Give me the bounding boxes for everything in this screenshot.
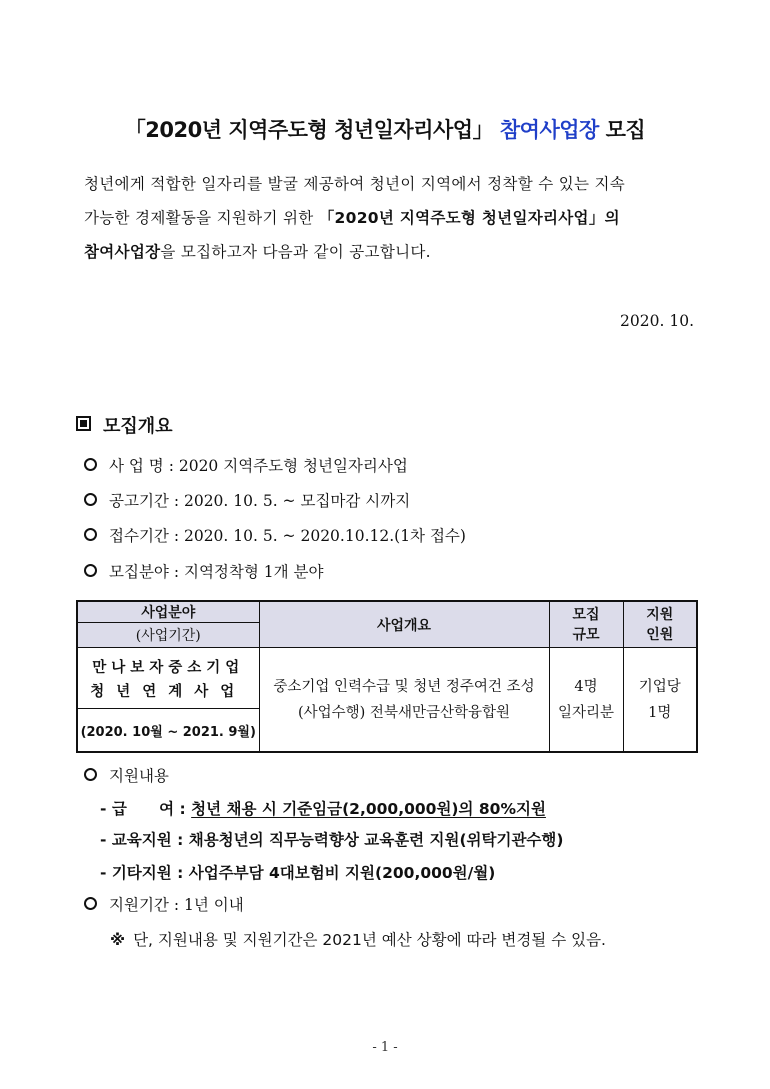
support-item-salary — [100, 797, 546, 819]
footnote-text: 단, 지원내용 및 지원기간은 2021년 예산 상황에 따라 변경될 수 있음. — [133, 931, 606, 949]
recruitment-table — [76, 600, 698, 753]
intro-line-2 — [84, 206, 696, 228]
section-title: 모집개요 — [103, 416, 173, 437]
support-item-other — [100, 861, 495, 883]
bullet-text: 지원내용 — [109, 767, 169, 785]
bullet-application-period — [84, 524, 466, 546]
page-number: - 1 - — [372, 1040, 398, 1055]
circle-bullet-icon — [84, 768, 97, 781]
bullet-text: 모집분야 : 지역정착형 1개 분야 — [109, 563, 324, 581]
circle-bullet-icon — [84, 897, 97, 910]
bullet-text: 접수기간 : 2020. 10. 5. ~ 2020.10.12.(1차 접수) — [109, 527, 466, 545]
intro-line-3-bold: 참여사업장 — [84, 243, 161, 261]
support-item-value: 사업주부담 4대보험비 지원(200,000원/월) — [188, 864, 496, 882]
title-suffix: 모집 — [605, 118, 646, 142]
biz-name-line-1: 만나보자중소기업 — [92, 660, 245, 676]
bullet-text: 공고기간 : 2020. 10. 5. ~ 모집마감 시까지 — [109, 492, 411, 510]
desc-line-1: 중소기업 인력수급 및 청년 정주여건 조성 — [273, 678, 535, 695]
bullet-recruit-field — [84, 560, 323, 582]
bullet-support-content — [84, 764, 169, 786]
page-title — [0, 114, 770, 144]
reference-mark-icon: ※ — [110, 931, 126, 949]
circle-bullet-icon — [84, 458, 97, 471]
title-main: 「2020년 지역주도형 청년일자리사업」 — [124, 118, 494, 142]
support-line-2: 1명 — [648, 704, 672, 721]
table-row — [77, 648, 697, 709]
desc-line-2: (사업수행) 전북새만금산학융합원 — [297, 704, 511, 721]
support-item-education — [100, 828, 563, 850]
section-heading — [76, 412, 173, 438]
intro-line-3 — [84, 240, 696, 262]
header-field-sub: (사업기간) — [77, 623, 259, 648]
bullet-notice-period — [84, 489, 410, 511]
desc-cell — [259, 648, 549, 753]
support-item-value: 청년 채용 시 기준임금(2,000,000원)의 80%지원 — [191, 800, 546, 818]
header-scale: 모집 규모 — [549, 601, 623, 648]
square-bullet-icon — [76, 416, 91, 431]
bullet-support-period — [84, 893, 244, 915]
header-field: 사업분야 — [77, 601, 259, 623]
circle-bullet-icon — [84, 564, 97, 577]
intro-line-1: 청년에게 적합한 일자리를 발굴 제공하여 청년이 지역에서 정착할 수 있는 지속 — [84, 175, 626, 193]
intro-line-2-text: 가능한 경제활동을 지원하기 위한 — [84, 209, 319, 227]
intro-line-2-bold: 「2020년 지역주도형 청년일자리사업」의 — [318, 209, 620, 227]
header-overview: 사업개요 — [259, 601, 549, 648]
intro-line-3-text: 을 모집하고자 다음과 같이 공고합니다. — [160, 243, 431, 261]
support-item-label: - 급 여 : — [100, 800, 192, 818]
footnote — [110, 928, 606, 950]
bullet-text: 지원기간 : 1년 이내 — [109, 896, 244, 914]
circle-bullet-icon — [84, 493, 97, 506]
support-line-1: 기업당 — [638, 678, 681, 695]
title-highlight: 참여사업장 — [499, 118, 599, 142]
support-item-value: 채용청년의 직무능력향상 교육훈련 지원(위탁기관수행) — [188, 831, 564, 849]
circle-bullet-icon — [84, 528, 97, 541]
bullet-business-name — [84, 454, 408, 476]
biz-name-cell — [77, 648, 259, 709]
support-cell — [623, 648, 697, 753]
biz-name-line-2: 청년연계사업 — [90, 684, 247, 700]
support-item-label: - 기타지원 : — [100, 864, 189, 882]
scale-line-2: 일자리분 — [557, 704, 615, 721]
announcement-date: 2020. 10. — [620, 312, 694, 330]
scale-line-1: 4명 — [574, 678, 598, 695]
bullet-text: 사 업 명 : 2020 지역주도형 청년일자리사업 — [109, 457, 408, 475]
period-cell: (2020. 10월 ~ 2021. 9월) — [77, 709, 259, 753]
scale-cell — [549, 648, 623, 753]
support-item-label: - 교육지원 : — [100, 831, 189, 849]
header-support: 지원 인원 — [623, 601, 697, 648]
